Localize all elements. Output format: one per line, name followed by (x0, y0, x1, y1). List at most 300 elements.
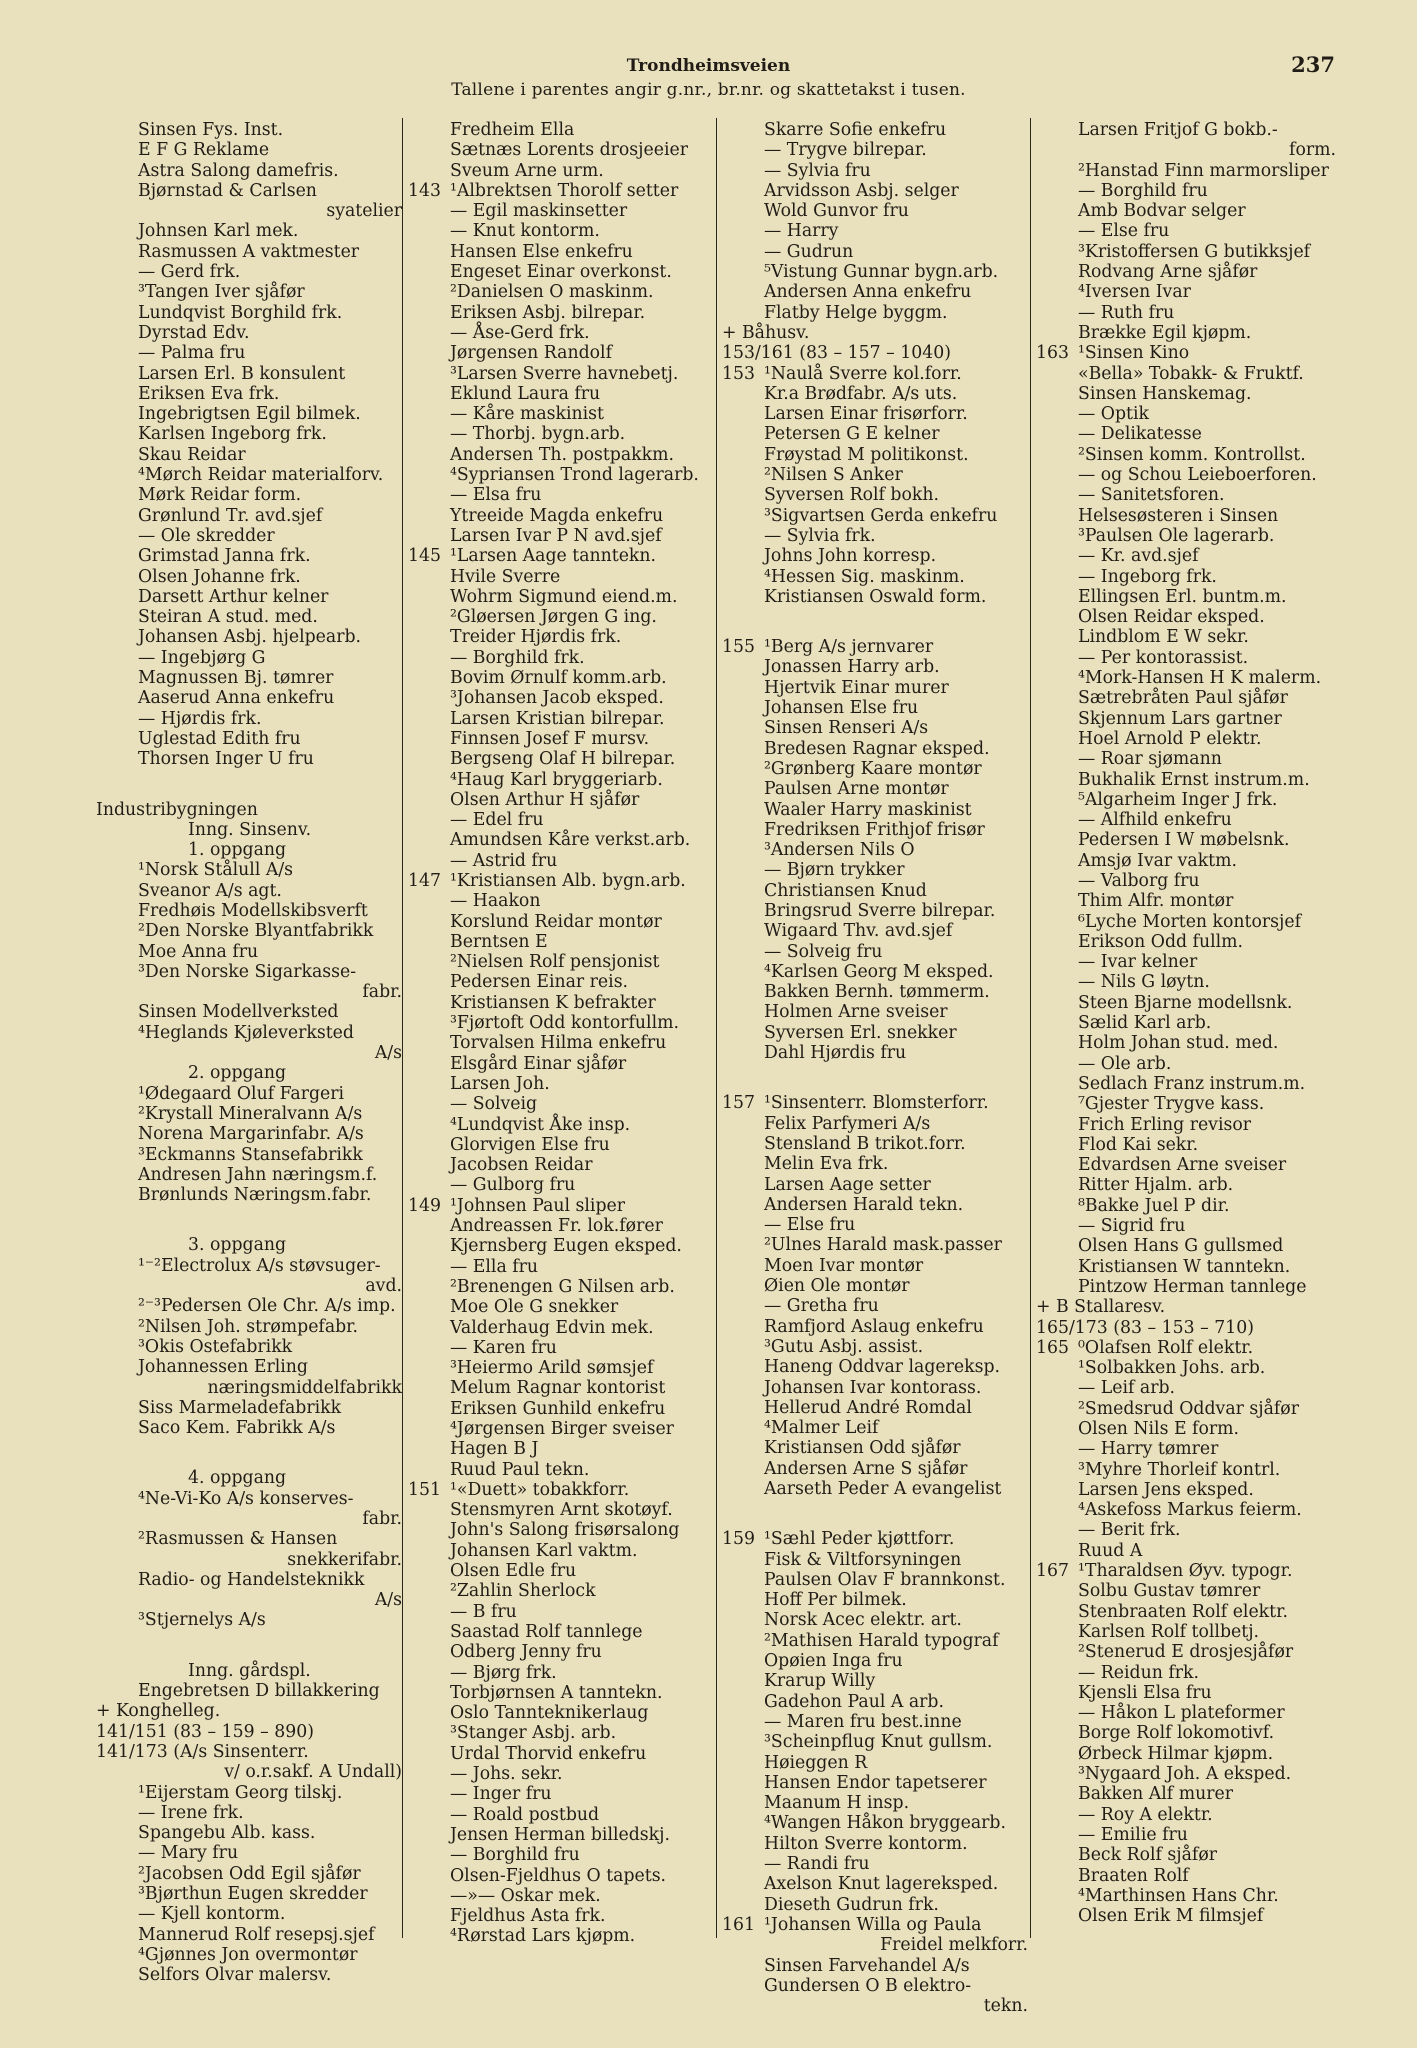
resident-entry (408, 1926, 714, 1946)
resident-entry (1036, 1622, 1336, 1642)
entry-text: Stenbraaten Rolf elektr. (1078, 1601, 1288, 1622)
entry-text: + Båhusv. (722, 322, 810, 343)
resident-entry (1036, 120, 1336, 140)
resident-entry (722, 1043, 1028, 1063)
entry-text: Johansen Asbj. hjelpearb. (138, 627, 362, 648)
entry-text: ³Myhre Thorleif kontrl. (1078, 1459, 1281, 1480)
resident-entry (722, 1651, 1028, 1671)
entry-text: Larsen Erl. B konsulent (138, 363, 346, 384)
entry-text: Wohrm Sigmund eiend.m. (450, 586, 678, 607)
entry-text: Pedersen I W møbelsnk. (1078, 830, 1290, 851)
entry-text: Grønlund Tr. avd.sjef (138, 505, 323, 526)
entry-text: Glorvigen Else fru (450, 1134, 610, 1155)
entry-text: Inng. gårdspl. (188, 1660, 311, 1681)
entry-text: — Palma fru (138, 343, 246, 364)
resident-entry (1036, 262, 1336, 282)
entry-text: Amsjø Ivar vaktm. (1078, 850, 1237, 871)
resident-entry (722, 242, 1028, 262)
resident-entry (408, 343, 714, 363)
entry-text: — Bjørn trykker (764, 860, 905, 881)
entry-text: Axelson Knut lagereksped. (764, 1874, 999, 1895)
resident-entry (1036, 993, 1336, 1013)
resident-entry (96, 465, 402, 485)
resident-entry (722, 506, 1028, 526)
entry-text: Fredheim Ella (450, 120, 575, 140)
resident-entry (96, 1884, 402, 1904)
entry-text: Eriksen Asbj. bilrepar. (450, 302, 646, 323)
resident-entry (408, 1663, 714, 1683)
entry-text: — Per kontorassist. (1078, 647, 1249, 668)
resident-entry (96, 1965, 402, 1985)
resident-entry (1036, 364, 1336, 384)
entry-text: Grimstad Janna frk. (138, 546, 311, 567)
resident-entry (722, 1276, 1028, 1296)
resident-entry (96, 1124, 402, 1144)
resident-entry (408, 1175, 714, 1195)
entry-text: Sælid Karl arb. (1078, 1013, 1212, 1034)
resident-entry (722, 779, 1028, 799)
entry-text: ¹Sinsen Kino (1078, 343, 1190, 364)
house-number: 159 (722, 1529, 755, 1550)
resident-entry (1036, 1378, 1336, 1398)
entry-text: Sveanor A/s agt. (138, 880, 282, 901)
resident-entry (408, 120, 714, 140)
entry-text: ²Krystall Mineralvann A/s (138, 1103, 363, 1124)
resident-entry (722, 587, 1028, 607)
resident-entry (408, 587, 714, 607)
entry-text: — Reidun frk. (1078, 1662, 1199, 1683)
resident-entry (722, 526, 1028, 546)
column-divider (716, 118, 717, 1938)
entry-text: ³Kristoffersen G butikksjef (1078, 241, 1311, 262)
resident-entry (408, 1013, 714, 1033)
resident-entry (722, 1195, 1028, 1215)
entry-text: — Ole skredder (138, 525, 275, 546)
entry-text: Stensmyren Arnt skotøyf. (450, 1500, 673, 1521)
resident-entry (96, 1256, 402, 1276)
entry-text: Eklund Laura fru (450, 383, 601, 404)
resident-entry (722, 1256, 1028, 1276)
entry-text: Pedersen Einar reis. (450, 972, 629, 993)
entry-text: Rodvang Arne sjåfør (1078, 262, 1258, 283)
resident-entry (1036, 668, 1336, 688)
entry-text: Johnsen Karl mek. (138, 221, 299, 242)
page-subtitle: Tallene i parentes angir g.nr., br.nr. og skattetakst i tusen. (451, 80, 966, 100)
resident-entry (408, 161, 714, 181)
continuation-line (722, 1996, 1028, 2016)
resident-entry (722, 201, 1028, 221)
entry-text: ³Paulsen Ole lagerarb. (1078, 525, 1275, 546)
resident-entry (1036, 161, 1336, 181)
resident-entry (408, 1764, 714, 1784)
house-number: 155 (722, 637, 755, 658)
entry-text: Moen Ivar montør (764, 1255, 924, 1276)
entry-text: Olsen Nils E form. (1078, 1419, 1239, 1439)
continuation-line (96, 1509, 402, 1529)
entry-text: — Sanitetsforen. (1078, 485, 1225, 506)
resident-entry (96, 445, 402, 465)
resident-entry (408, 1825, 714, 1845)
resident-entry (1036, 1236, 1336, 1256)
resident-entry (408, 1602, 714, 1622)
section-heading (96, 1661, 402, 1681)
entry-text: Bredesen Ragnar eksped. (764, 738, 990, 759)
resident-entry (96, 364, 402, 384)
entry-text: Andreassen Fr. lok.fører (450, 1216, 663, 1237)
entry-text: Aarseth Peder A evangelist (764, 1479, 1002, 1499)
resident-entry (1036, 1257, 1336, 1277)
entry-text: Lindblom E W sekr. (1078, 627, 1249, 648)
resident-entry (722, 1357, 1028, 1377)
entry-text: ⁴Sypriansen Trond lagerarb. (450, 465, 699, 486)
entry-text: Felix Parfymeri A/s (764, 1113, 931, 1134)
entry-text: Thim Alfr. montør (1078, 891, 1234, 912)
entry-text: Larsen Einar frisørforr. (764, 404, 968, 425)
entry-text: Kristiansen Oswald form. (764, 586, 987, 607)
spacer (722, 1499, 1028, 1529)
resident-entry (1036, 1886, 1336, 1906)
entry-text: Steen Bjarne modellsnk. (1078, 992, 1293, 1013)
entry-text: Darsett Arthur kelner (138, 586, 329, 607)
resident-entry (408, 1805, 714, 1825)
entry-text: Ruud A (1078, 1540, 1143, 1561)
resident-entry (722, 1915, 1028, 1935)
resident-entry (1036, 1175, 1336, 1195)
resident-entry (1036, 404, 1336, 424)
resident-entry (408, 851, 714, 871)
resident-entry (96, 1145, 402, 1165)
entry-text: ³Fjørtoft Odd kontorfullm. (450, 1013, 679, 1034)
resident-entry (96, 485, 402, 505)
entry-text: — Kr. avd.sjef (1078, 546, 1199, 567)
entry-text: ²Nilsen Joh. strømpefabr. (138, 1316, 359, 1337)
resident-entry (96, 1783, 402, 1803)
entry-text: ²Sinsen komm. Kontrollst. (1078, 444, 1306, 465)
entry-text: Aaserud Anna enkefru (138, 688, 335, 709)
resident-entry (1036, 851, 1336, 871)
resident-entry (722, 1154, 1028, 1174)
resident-entry (1036, 221, 1336, 241)
resident-entry (408, 749, 714, 769)
resident-entry (408, 1419, 714, 1439)
resident-entry (1036, 1013, 1336, 1033)
entry-text: — Delikatesse (1078, 424, 1202, 445)
entry-text: Sinsen Farvehandel A/s (764, 1955, 970, 1976)
resident-entry (1036, 1460, 1336, 1480)
resident-entry (408, 1906, 714, 1926)
resident-entry (722, 1793, 1028, 1813)
resident-entry (96, 384, 402, 404)
entry-text: Elsgård Einar sjåfør (450, 1053, 627, 1074)
resident-entry (408, 688, 714, 708)
entry-text: Sinsen Modellverksted (138, 1002, 339, 1023)
entry-text: 1. oppgang (188, 840, 287, 861)
resident-entry (722, 120, 1028, 140)
entry-text: ²⁻³Pedersen Ole Chr. A/s imp. (138, 1296, 396, 1317)
resident-entry (408, 1886, 714, 1906)
entry-text: Olsen Hans G gullsmed (1078, 1236, 1284, 1257)
resident-entry (408, 1480, 714, 1500)
resident-entry (1036, 506, 1336, 526)
resident-entry (722, 1529, 1028, 1549)
entry-text: ¹Sinsenterr. Blomsterforr. (764, 1093, 989, 1114)
resident-entry (722, 1570, 1028, 1590)
entry-text: Spangebu Alb. kass. (138, 1823, 316, 1844)
entry-text: — Sylvia frk. (764, 525, 876, 546)
entry-text: — Leif arb. (1078, 1378, 1176, 1399)
resident-entry (722, 840, 1028, 860)
entry-text: — Kjell kontorm. (138, 1904, 286, 1925)
resident-entry (1036, 749, 1336, 769)
entry-text: — Berit frk. (1078, 1520, 1181, 1541)
entry-text: Magnussen Bj. tømrer (138, 668, 334, 689)
resident-entry (722, 1773, 1028, 1793)
resident-entry (408, 912, 714, 932)
entry-text: ¹«Duett» tobakkforr. (450, 1479, 630, 1500)
entry-text: Norena Margarinfabr. A/s (138, 1124, 364, 1145)
resident-entry (1036, 891, 1336, 911)
entry-text: — B fru (450, 1601, 517, 1622)
resident-entry (1036, 912, 1336, 932)
entry-text: Gundersen O B elektro- (764, 1975, 972, 1996)
resident-entry (1036, 1399, 1336, 1419)
entry-text: Ruud Paul tekn. (450, 1459, 590, 1480)
entry-text: Øien Ole montør (764, 1276, 910, 1297)
entry-text: ²Rasmussen & Hansen (138, 1529, 338, 1550)
resident-entry (96, 729, 402, 749)
address-heading (1036, 1297, 1336, 1317)
resident-entry (722, 1134, 1028, 1154)
entry-text: — Johs. sekr. (450, 1764, 563, 1785)
resident-entry (722, 567, 1028, 587)
entry-text: — Maren fru best.inne (764, 1711, 962, 1732)
entry-text: — Roy A elektr. (1078, 1804, 1213, 1825)
entry-text: Finnsen Josef F mursv. (450, 728, 650, 749)
entry-text: Fjeldhus Asta frk. (450, 1906, 606, 1927)
continuation-line (722, 1935, 1028, 1955)
entry-text: Larsen Fritjof G bokb.- (1078, 120, 1278, 140)
resident-entry (722, 739, 1028, 759)
entry-text: — Roar sjømann (1078, 749, 1222, 770)
resident-entry (96, 567, 402, 587)
entry-text: Hansen Else enkefru (450, 241, 633, 262)
entry-text: Braaten Rolf (1078, 1865, 1189, 1886)
entry-text: Torvalsen Hilma enkefru (450, 1033, 667, 1054)
resident-entry (408, 1581, 714, 1601)
resident-entry (96, 1023, 402, 1043)
address-heading (96, 1722, 402, 1742)
resident-entry (1036, 242, 1336, 262)
entry-text: Sinsen Hanskemag. (1078, 383, 1252, 404)
resident-entry (96, 1104, 402, 1124)
resident-entry (408, 770, 714, 790)
resident-entry (1036, 1784, 1336, 1804)
resident-entry (96, 942, 402, 962)
entry-text: Beck Rolf sjåfør (1078, 1845, 1217, 1866)
resident-entry (408, 1784, 714, 1804)
entry-text: — Trygve bilrepar. (764, 140, 927, 161)
resident-entry (722, 1438, 1028, 1458)
entry-text: ⁴Lundqvist Åke insp. (450, 1114, 631, 1135)
entry-text: Saco Kem. Fabrikk A/s (138, 1418, 336, 1439)
resident-entry (408, 1135, 714, 1155)
entry-text: Astra Salong damefris. (138, 160, 339, 181)
entry-text: ³Johansen Jacob eksped. (450, 688, 664, 709)
resident-entry (408, 810, 714, 830)
entry-text: Haneng Oddvar lagereksp. (764, 1357, 1001, 1378)
entry-text: — Karen fru (450, 1337, 557, 1358)
resident-entry (722, 982, 1028, 1002)
entry-text: Steiran A stud. med. (138, 607, 318, 628)
address-heading (722, 323, 1028, 343)
entry-text: ⁷Gjester Trygve kass. (1078, 1094, 1265, 1115)
entry-text: Ritter Hjalm. arb. (1078, 1175, 1234, 1196)
resident-entry (96, 1398, 402, 1418)
resident-entry (1036, 688, 1336, 708)
entry-text: Høieggen R (764, 1752, 868, 1773)
entry-text: ⁴Mork-Hansen H K malerm. (1078, 668, 1322, 689)
resident-entry (1036, 627, 1336, 647)
resident-entry (1036, 1277, 1336, 1297)
resident-entry (408, 282, 714, 302)
resident-entry (1036, 1764, 1336, 1784)
entry-text: — Ruth fru (1078, 302, 1175, 323)
entry-text: Ytreeide Magda enkefru (450, 505, 664, 526)
section-heading (96, 820, 402, 840)
resident-entry (1036, 1723, 1336, 1743)
resident-entry (408, 1378, 714, 1398)
entry-text: ³Heiermo Arild sømsjef (450, 1358, 654, 1379)
entry-text: Karlsen Ingeborg frk. (138, 424, 327, 445)
resident-entry (96, 1337, 402, 1357)
entry-text: ⁴Mørch Reidar materialforv. (138, 465, 384, 486)
resident-entry (722, 1590, 1028, 1610)
entry-text: Johansen Else fru (764, 698, 919, 719)
entry-text: Frich Erling revisor (1078, 1114, 1252, 1135)
resident-entry (408, 404, 714, 424)
resident-entry (96, 1084, 402, 1104)
entry-text: Hilton Sverre kontorm. (764, 1833, 968, 1854)
entry-text: Lundqvist Borghild frk. (138, 302, 343, 323)
resident-entry (1036, 1520, 1336, 1540)
address-heading (96, 800, 402, 820)
resident-entry (1036, 972, 1336, 992)
entry-text: — Gudrun (764, 241, 854, 262)
resident-entry (1036, 181, 1336, 201)
resident-entry (408, 668, 714, 688)
house-number: 163 (1036, 343, 1069, 364)
entry-text: — Optik (1078, 404, 1149, 425)
resident-entry (722, 800, 1028, 820)
resident-entry (1036, 323, 1336, 343)
entry-text: Dahl Hjørdis fru (764, 1043, 907, 1064)
entry-text: fabr. (362, 982, 402, 1003)
entry-text: Urdal Thorvid enkefru (450, 1743, 647, 1764)
entry-text: Johansen Karl vaktm. (450, 1540, 638, 1561)
entry-text: 153/161 (83 – 157 – 1040) (722, 343, 951, 364)
entry-text: Kjernsberg Eugen eksped. (450, 1236, 682, 1257)
resident-entry (722, 1337, 1028, 1357)
entry-text: Bakken Alf murer (1078, 1784, 1233, 1805)
resident-entry (408, 364, 714, 384)
entry-text: — Alfhild enkefru (1078, 810, 1232, 831)
spacer (96, 1205, 402, 1235)
resident-entry (722, 1317, 1028, 1337)
resident-entry (722, 445, 1028, 465)
entry-text: Skarre Sofie enkefru (764, 120, 947, 140)
entry-text: Sætrebråten Paul sjåfør (1078, 688, 1288, 709)
entry-text: Jensen Herman billedskj. (450, 1824, 670, 1845)
entry-text: Ellingsen Erl. buntm.m. (1078, 586, 1287, 607)
entry-text: Christiansen Knud (764, 880, 927, 901)
entry-text: ²Jacobsen Odd Egil sjåfør (138, 1863, 361, 1884)
entry-text: Brække Egil kjøpm. (1078, 322, 1252, 343)
resident-entry (1036, 1054, 1336, 1074)
entry-text: — Haakon (450, 891, 541, 912)
resident-entry (96, 1529, 402, 1549)
entry-text: ¹Tharaldsen Øyv. typogr. (1078, 1561, 1293, 1582)
entry-text: Holm Johan stud. med. (1078, 1033, 1279, 1054)
entry-text: Berntsen E (450, 931, 548, 952)
entry-text: ⁴Haug Karl bryggeriarb. (450, 769, 663, 790)
entry-text: — Harry tømrer (1078, 1439, 1219, 1460)
entry-text: Freidel melkforr. (880, 1935, 1028, 1956)
entry-text: Dyrstad Edv. (138, 322, 250, 343)
entry-text: Eriksen Eva frk. (138, 383, 280, 404)
entry-text: Johannessen Erling (138, 1357, 308, 1378)
resident-entry (408, 445, 714, 465)
resident-entry (408, 1318, 714, 1338)
resident-entry (408, 1216, 714, 1236)
resident-entry (408, 1561, 714, 1581)
entry-text: Krarup Willy (764, 1671, 876, 1692)
entry-text: Olsen-Fjeldhus O tapets. (450, 1865, 667, 1886)
entry-text: A/s (374, 1043, 402, 1064)
entry-text: Edvardsen Arne sveiser (1078, 1155, 1287, 1176)
entry-text: Maanum H insp. (764, 1793, 910, 1814)
resident-entry (722, 1459, 1028, 1479)
entry-text: Kristiansen W tanntekn. (1078, 1256, 1291, 1277)
entry-text: Sætnæs Lorents drosjeeier (450, 140, 688, 161)
resident-entry (1036, 445, 1336, 465)
resident-entry (722, 657, 1028, 677)
resident-entry (1036, 485, 1336, 505)
resident-entry (96, 242, 402, 262)
resident-entry (408, 1622, 714, 1642)
entry-text: Treider Hjørdis frk. (450, 627, 622, 648)
resident-entry (96, 1925, 402, 1945)
entry-text: Ørbeck Hilmar kjøpm. (1078, 1743, 1274, 1764)
entry-text: Johns John korresp. (764, 546, 937, 567)
entry-text: ⁴Askefoss Markus feierm. (1078, 1500, 1302, 1521)
entry-text: ³Scheinpflug Knut gullsm. (764, 1732, 993, 1753)
resident-entry (96, 881, 402, 901)
entry-text: Erikson Odd fullm. (1078, 931, 1244, 952)
resident-entry (96, 1823, 402, 1843)
entry-text: Solbu Gustav tømrer (1078, 1581, 1261, 1602)
entry-text: — Sylvia fru (764, 160, 871, 181)
entry-text: — Thorbj. bygn.arb. (450, 424, 626, 445)
resident-entry (1036, 343, 1336, 363)
entry-text: ¹Ødegaard Oluf Fargeri (138, 1083, 345, 1104)
resident-entry (1036, 587, 1336, 607)
resident-entry (1036, 303, 1336, 323)
house-number: 143 (408, 180, 441, 201)
resident-entry (96, 1945, 402, 1965)
entry-text: ¹Johansen Willa og Paula (764, 1914, 982, 1935)
address-heading (1036, 1318, 1336, 1338)
entry-text: Inng. Sinsenv. (188, 819, 312, 840)
